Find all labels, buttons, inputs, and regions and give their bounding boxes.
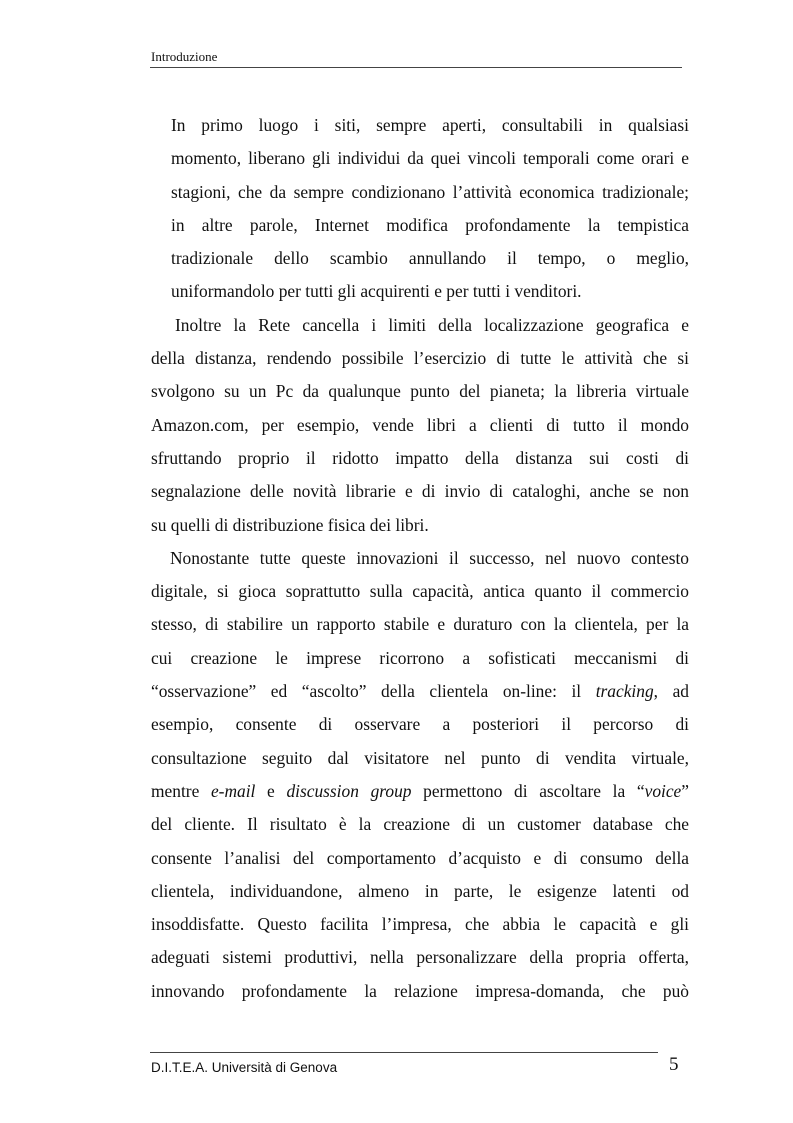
text-line: Amazon.com, per esempio, vende libri a clienti di tutto il mondo (151, 414, 689, 435)
text-line: adeguati sistemi produttivi, nella personalizzare della propria offerta, (151, 947, 689, 968)
text-line: su quelli di distribuzione fisica dei libri. (151, 514, 429, 535)
text-run: e (255, 780, 287, 801)
text-line: esempio, consente di osservare a posteriori il percorso di (151, 714, 689, 735)
text-line: svolgono su un Pc da qualunque punto del pianeta; la libreria virtuale (151, 381, 689, 402)
paragraph-1 (151, 109, 689, 309)
text-line: insoddisfatte. Questo facilita l’impresa, che abbia le capacità e gli (151, 914, 689, 935)
text-line: consultazione seguito dal visitatore nel punto di vendita virtuale, (151, 747, 689, 768)
text-run: mentre (151, 780, 211, 801)
footer-rule (150, 1052, 658, 1053)
italic-term: discussion group (286, 780, 412, 801)
text-line: consente l’analisi del comportamento d’acquisto e di consumo della (151, 847, 689, 868)
text-line: del cliente. Il risultato è la creazione di un customer database che (151, 814, 689, 835)
text-line: in altre parole, Internet modifica profondamente la tempistica (171, 214, 689, 235)
text-line: In primo luogo i siti, sempre aperti, consultabili in qualsiasi (171, 115, 689, 135)
italic-term: voice (644, 780, 682, 801)
text-line: della distanza, rendendo possibile l’esercizio di tutte le attività che si (151, 348, 689, 369)
italic-term: tracking (595, 681, 654, 702)
text-line-voice (151, 775, 689, 808)
text-run: permettono di ascoltare la “ (411, 780, 645, 801)
text-line: Inoltre la Rete cancella i limiti della localizzazione geografica e (175, 314, 689, 335)
text-line: segnalazione delle novità librarie e di invio di cataloghi, anche se non (151, 481, 689, 502)
paragraph-3 (151, 542, 689, 1008)
text-run: ” (681, 780, 690, 801)
text-line: innovando profondamente la relazione impresa-domanda, che può (151, 980, 689, 1001)
header-title: Introduzione (151, 49, 218, 64)
text-line: tradizionale dello scambio annullando il tempo, o meglio, (171, 248, 689, 269)
text-line: Nonostante tutte queste innovazioni il successo, nel nuovo contesto (170, 547, 689, 568)
text-run: “osservazione” ed “ascolto” della clientela on-line: il (151, 681, 596, 702)
text-line: digitale, si gioca soprattutto sulla capacità, antica quanto il commercio (151, 581, 689, 602)
footer-institution: D.I.T.E.A. Università di Genova (151, 1060, 338, 1075)
paragraph-2 (151, 309, 689, 542)
text-line: uniformandolo per tutti gli acquirenti e per tutti i venditori. (171, 281, 582, 302)
italic-term: e-mail (210, 780, 256, 801)
text-line: momento, liberano gli individui da quei vincoli temporali come orari e (171, 148, 689, 169)
text-line: cui creazione le imprese ricorrono a sofisticati meccanismi di (151, 647, 689, 668)
running-header (150, 48, 682, 68)
text-run: , ad (653, 681, 689, 702)
text-line: stesso, di stabilire un rapporto stabile e duraturo con la clientela, per la (151, 614, 689, 635)
text-line: stagioni, che da sempre condizionano l’attività economica tradizionale; (171, 181, 689, 202)
text-line-tracking (151, 675, 689, 708)
text-line: sfruttando proprio il ridotto impatto della distanza sui costi di (151, 447, 689, 468)
text-line: clientela, individuandone, almeno in parte, le esigenze latenti od (151, 880, 689, 901)
page-number: 5 (669, 1054, 679, 1075)
page-body (151, 109, 689, 1008)
